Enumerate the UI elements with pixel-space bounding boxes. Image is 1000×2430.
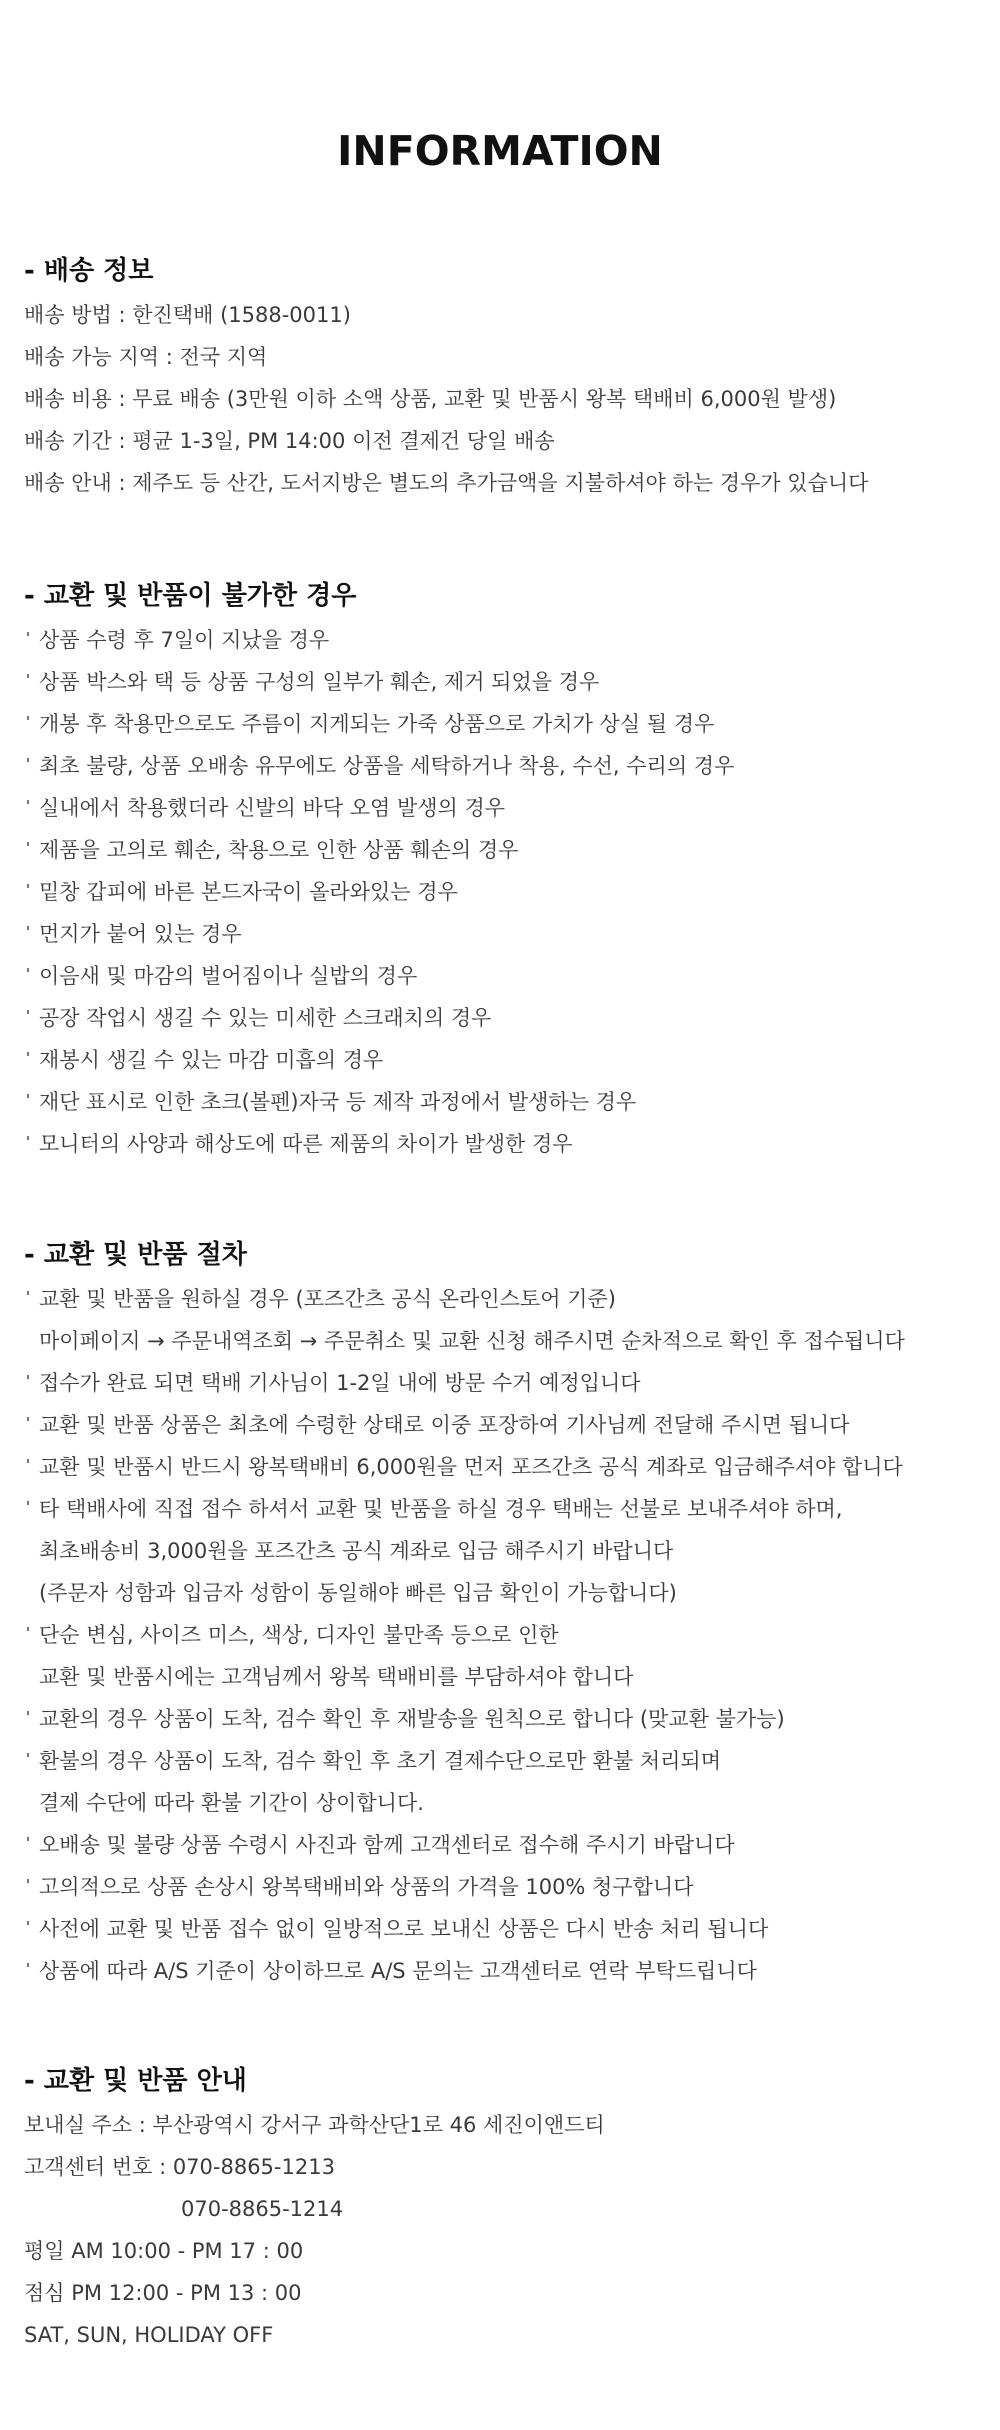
shipping-info-heading: - 배송 정보 — [24, 256, 154, 286]
return-not-allowed-heading: - 교환 및 반품이 불가한 경우 — [24, 581, 357, 611]
list-item: 실내에서 착용했더라 신발의 바닥 오염 발생의 경우 — [24, 787, 984, 829]
list-item: 먼지가 붙어 있는 경우 — [24, 913, 984, 955]
list-item: 공장 작업시 생길 수 있는 미세한 스크래치의 경우 — [24, 997, 984, 1039]
return-guide-section — [24, 2058, 984, 2356]
return-not-allowed-section — [24, 573, 984, 1165]
list-item: 상품 박스와 택 등 상품 구성의 일부가 훼손, 제거 되었을 경우 — [24, 661, 984, 703]
page-title: INFORMATION — [337, 127, 663, 175]
list-item: 고의적으로 상품 손상시 왕복택배비와 상품의 가격을 100% 청구합니다 — [24, 1866, 984, 1908]
shipping-cost: 배송 비용 : 무료 배송 (3만원 이하 소액 상품, 교환 및 반품시 왕복 택배비 6,000원 발생) — [24, 387, 837, 411]
list-item: 재단 표시로 인한 초크(볼펜)자국 등 제작 과정에서 발생하는 경우 — [24, 1081, 984, 1123]
shipping-notice: 배송 안내 : 제주도 등 산간, 도서지방은 별도의 추가금액을 지불하셔야 하는 경우가 있습니다 — [24, 471, 869, 495]
list-item: 모니터의 사양과 해상도에 따른 제품의 차이가 발생한 경우 — [24, 1123, 984, 1165]
list-item-continued: 교환 및 반품시에는 고객님께서 왕복 택배비를 부담하셔야 합니다 — [39, 1665, 634, 1689]
list-item: 오배송 및 불량 상품 수령시 사진과 함께 고객센터로 접수해 주시기 바랍니다 — [24, 1824, 984, 1866]
list-item: 사전에 교환 및 반품 접수 없이 일방적으로 보내신 상품은 다시 반송 처리 됩니다 — [24, 1908, 984, 1950]
list-item: 타 택배사에 직접 접수 하셔서 교환 및 반품을 하실 경우 택배는 선불로 보내주셔야 하며, — [24, 1488, 984, 1530]
customer-center-phone-2: 070-8865-1214 — [181, 2197, 344, 2221]
return-procedure-section — [24, 1232, 984, 1992]
list-item: 단순 변심, 사이즈 미스, 색상, 디자인 불만족 등으로 인한 — [24, 1614, 984, 1656]
list-item: 최초 불량, 상품 오배송 유무에도 상품을 세탁하거나 착용, 수선, 수리의 경우 — [24, 745, 984, 787]
lunch-hours: 점심 PM 12:00 - PM 13 : 00 — [24, 2281, 302, 2305]
list-item: 상품 수령 후 7일이 지났을 경우 — [24, 619, 984, 661]
customer-center-phone: 고객센터 번호 : 070-8865-1213 — [24, 2155, 335, 2179]
list-item-continued: (주문자 성함과 입금자 성함이 동일해야 빠른 입금 확인이 가능합니다) — [39, 1581, 677, 1605]
list-item: 교환의 경우 상품이 도착, 검수 확인 후 재발송을 원칙으로 합니다 (맞교환 불가능) — [24, 1698, 984, 1740]
list-item: 교환 및 반품시 반드시 왕복택배비 6,000원을 먼저 포즈간츠 공식 계좌로 입금해주셔야 합니다 — [24, 1446, 984, 1488]
list-item-continued: 결제 수단에 따라 환불 기간이 상이합니다. — [39, 1791, 424, 1815]
list-item: 이음새 및 마감의 벌어짐이나 실밥의 경우 — [24, 955, 984, 997]
weekday-hours: 평일 AM 10:00 - PM 17 : 00 — [24, 2239, 304, 2263]
list-item-continued: 마이페이지 → 주문내역조회 → 주문취소 및 교환 신청 해주시면 순차적으로 확인 후 접수됩니다 — [39, 1329, 905, 1353]
shipping-method: 배송 방법 : 한진택배 (1588-0011) — [24, 303, 351, 327]
holiday-notice: SAT, SUN, HOLIDAY OFF — [24, 2323, 274, 2347]
return-procedure-heading: - 교환 및 반품 절차 — [24, 1240, 247, 1270]
list-item: 교환 및 반품 상품은 최초에 수령한 상태로 이중 포장하여 기사님께 전달해 주시면 됩니다 — [24, 1404, 984, 1446]
shipping-area: 배송 가능 지역 : 전국 지역 — [24, 345, 268, 369]
list-item: 재봉시 생길 수 있는 마감 미흡의 경우 — [24, 1039, 984, 1081]
list-item: 밑창 갑피에 바른 본드자국이 올라와있는 경우 — [24, 871, 984, 913]
list-item: 환불의 경우 상품이 도착, 검수 확인 후 초기 결제수단으로만 환불 처리되며 — [24, 1740, 984, 1782]
list-item: 접수가 완료 되면 택배 기사님이 1-2일 내에 방문 수거 예정입니다 — [24, 1362, 984, 1404]
shipping-info-section — [24, 248, 984, 504]
shipping-period: 배송 기간 : 평균 1-3일, PM 14:00 이전 결제건 당일 배송 — [24, 429, 555, 453]
list-item: 개봉 후 착용만으로도 주름이 지게되는 가죽 상품으로 가치가 상실 될 경우 — [24, 703, 984, 745]
return-address: 보내실 주소 : 부산광역시 강서구 과학산단1로 46 세진이앤드티 — [24, 2113, 605, 2137]
list-item-continued: 최초배송비 3,000원을 포즈간츠 공식 계좌로 입금 해주시기 바랍니다 — [39, 1539, 674, 1563]
list-item: 상품에 따라 A/S 기준이 상이하므로 A/S 문의는 고객센터로 연락 부탁드립니다 — [24, 1950, 984, 1992]
return-guide-heading: - 교환 및 반품 안내 — [24, 2066, 247, 2096]
list-item: 제품을 고의로 훼손, 착용으로 인한 상품 훼손의 경우 — [24, 829, 984, 871]
list-item: 교환 및 반품을 원하실 경우 (포즈간츠 공식 온라인스토어 기준) — [24, 1278, 984, 1320]
